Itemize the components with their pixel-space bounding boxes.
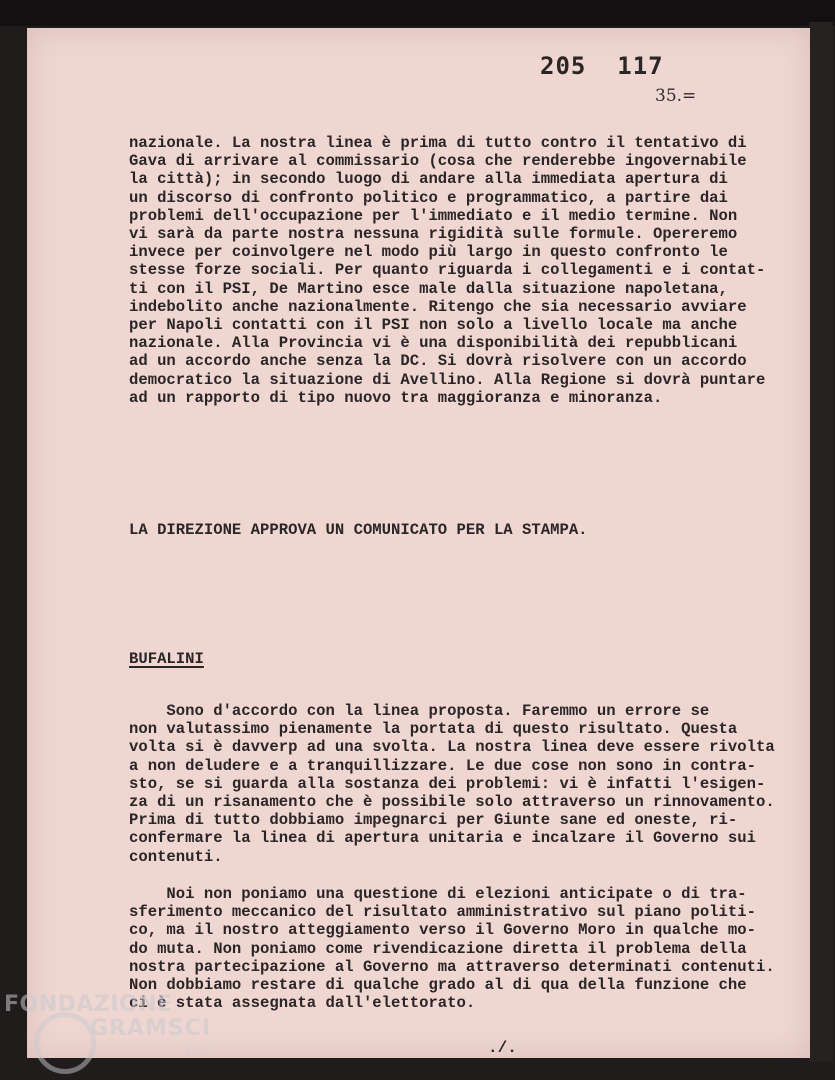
continuation-mark: ./. (488, 1039, 517, 1057)
page-edge-shadow (809, 22, 833, 1062)
press-communique-line: LA DIREZIONE APPROVA UN COMUNICATO PER LA STAMPA. (129, 521, 588, 539)
archive-stamp-numbers: 205 117 (540, 52, 664, 80)
paragraph-2: Sono d'accordo con la linea proposta. Faremmo un errore se non valutassimo pienamente la portata di questo risultato. Questa volta si è davverp ad una svolta. La nostra linea deve essere rivolta a non deludere e a tranquillizzare. Le due cose non sono in contra- sto, se si guarda alla sostanza dei problemi: vi è infatti l'esigen- za di un risanamento che è possibile solo attraverso un rinnovamento. Prima di tutto dobbiamo impegnarci per Giunte sane ed oneste, ri- confermare la linea di apertura unitaria e incalzare il Governo sui contenuti. (129, 702, 775, 866)
watermark-logo-icon (34, 1012, 96, 1074)
watermark-line-2: GRAMSCI (90, 1016, 212, 1041)
page-number: 35.= (655, 86, 697, 106)
paragraph-3: Noi non poniamo una questione di elezioni anticipate o di tra- sferimento meccanico del risultato amministrativo sul piano politi- co, ma il nostro atteggiamento verso il Governo Moro in qualche mo- do muta. Non poniamo come rivendicazione diretta il problema della nostra partecipazione al Governo ma attraverso determinati contenuti. Non dobbiamo restare di qualche grado al di qua della funzione che ci è stata assegnata dall'elettorato. (129, 885, 775, 1013)
speaker-name: BUFALINI (129, 650, 204, 668)
scanner-top-bar (0, 0, 835, 26)
speaker-heading (129, 650, 809, 668)
watermark-line-3: onlus (186, 1049, 211, 1059)
watermark-line-1: FONDAZIONE (4, 992, 173, 1017)
paragraph-1: nazionale. La nostra linea è prima di tutto contro il tentativo di Gava di arrivare al commissario (cosa che renderebbe ingovernabile la città); in secondo luogo di andare alla immediata apertura di un discorso di confronto politico e programmatico, a partire dai problemi dell'occupazione per l'immediato e il medio termine. Non vi sarà da parte nostra nessuna rigidità sulle formule. Opereremo invece per coinvolgere nel modo più largo in questo confronto le stesse forze sociali. Per quanto riguarda i collegamenti e i contat- ti con il PSI, De Martino esce male dalla situazione napoletana, indebolito anche nazionalmente. Ritengo che sia necessario avviare per Napoli contatti con il PSI non solo a livello locale ma anche nazionale. Alla Provincia vi è una disponibilità dei repubblicani ad un accordo anche senza la DC. Si dovrà risolvere con un accordo democratico la situazione di Avellino. Alla Regione si dovrà puntare ad un rapporto di tipo nuovo tra maggioranza e minoranza. (129, 134, 766, 407)
